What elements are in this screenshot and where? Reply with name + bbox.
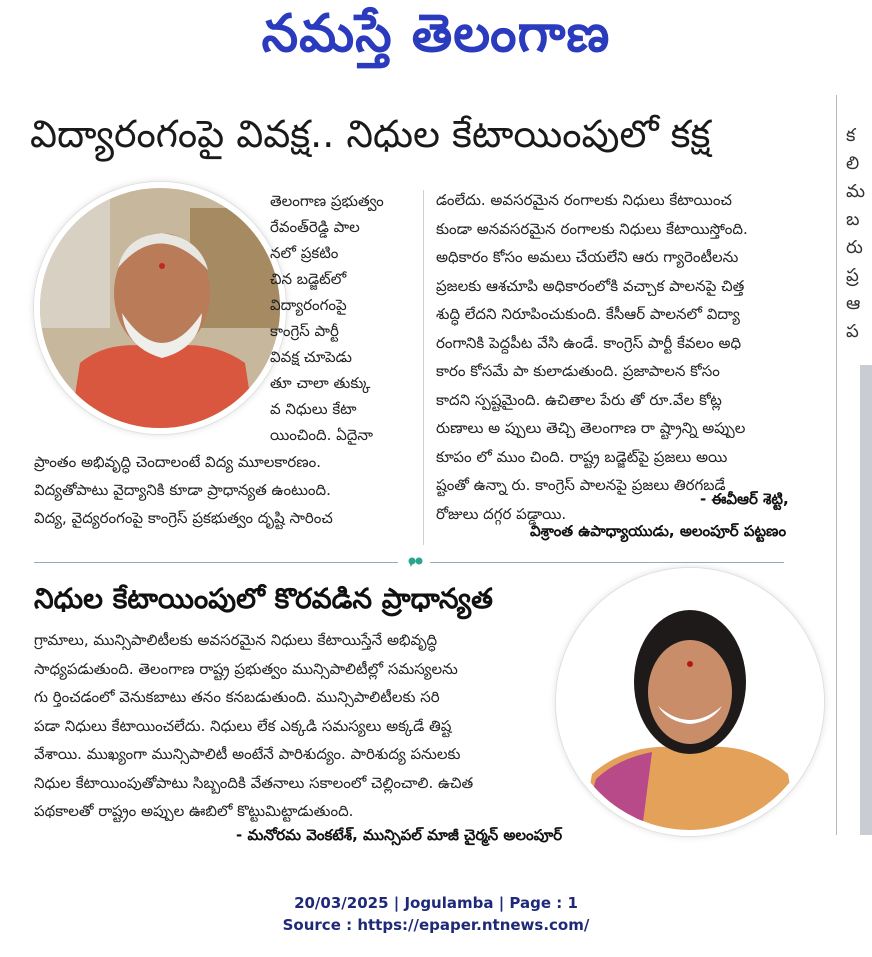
strip-fragment: బ	[846, 209, 860, 230]
text-line: విద్యతోపాటు వైద్యానికి కూడా ప్రాధాన్యత ఉంటుంది.	[34, 481, 331, 499]
strip-fragment: రు	[846, 237, 863, 258]
text-line: శుద్ధి లేదని నిరూపించుకుంది. కేసీఆర్ పాలనలో విద్యా	[436, 305, 740, 323]
text-line: ప్రజలకు ఆశచూపి అధికారంలోకి వచ్చాక పాలనపై చిత్త	[436, 276, 745, 295]
text-line: నలో ప్రకటిం	[270, 244, 339, 262]
strip-fragment: ప	[846, 321, 859, 342]
article1-author-name: - ఈవీఆర్ శెట్టి,	[700, 490, 789, 508]
text-line: వ నిధులు కేటా	[270, 400, 357, 418]
text-line: పథకాలతో రాష్ట్రం అప్పుల ఊబిలో కొట్టుమిట్టాడుతుంది.	[34, 802, 354, 820]
article2-headline: నిధుల కేటాయింపులో కొరవడిన ప్రాధాన్యత	[34, 582, 493, 615]
text-line: పడా నిధులు కేటాయించలేదు. నిధులు లేక ఎక్కడి సమస్యలు అక్కడే తిష్ట	[34, 716, 452, 735]
text-line: అధికారం కోసం అమలు చేయలేని ఆరు గ్యారెంటీలను	[436, 248, 739, 266]
footer	[0, 892, 872, 936]
text-line: తెలంగాణ ప్రభుత్వం	[270, 192, 384, 210]
strip-fragment: ఆ	[846, 293, 861, 314]
text-line: తూ చాలా తుక్కు	[270, 374, 371, 392]
article1-column2	[436, 186, 816, 528]
text-line: రుణాలు అ ప్పులు తెచ్చి తెలంగాణ రా ష్ట్రాన్ని అప్పుల	[436, 419, 746, 437]
strip-fragment: మ	[846, 181, 866, 202]
footer-date-edition: 20/03/2025 | Jogulamba | Page : 1	[294, 894, 578, 912]
text-line: రంగానికి పెద్దపీట వేసి ఉండే. కాంగ్రెస్ పార్టీ కేవలం అధి	[436, 333, 742, 352]
text-line: ష్టంతో ఉన్నా రు. కాంగ్రెస్ పాలనపై ప్రజలు తిరగబడే	[436, 476, 726, 494]
text-line: కూపం లో ముం చింది. రాష్ట్ర బడ్జెట్‌పై ప్రజలు అయి	[436, 447, 728, 466]
text-line: కారం కోసమే పా కులాడుతుంది. ప్రజాపాలన కోసం	[436, 362, 720, 380]
text-line: రోజులు దగ్గర పడ్డాయి.	[436, 504, 567, 523]
text-line: రేవంత్‌రెడ్డి పాల	[270, 218, 360, 236]
text-line: డంలేదు. అవసరమైన రంగాలకు నిధులు కేటాయించ	[436, 191, 732, 209]
author1-portrait	[40, 188, 280, 428]
text-line: వివక్ష చూపెడు	[270, 348, 352, 366]
article1-author-title: విశ్రాంత ఉపాధ్యాయుడు, అలంపూర్ పట్టణం	[530, 522, 787, 540]
text-line: నిధుల కేటాయింపుతోపాటు సిబ్బందికి వేతనాలు సకాలంలో చెల్లించాలి. ఉచిత	[34, 773, 474, 792]
masthead-title: నమస్తే తెలంగాణ	[261, 3, 611, 64]
text-line: గ్రామాలు, మున్సిపాలిటీలకు అవసరమైన నిధులు కేటాయిస్తేనే అభివృద్ధి	[34, 631, 438, 649]
text-line: వేశాయి. ముఖ్యంగా మున్సిపాలిటీ అంటేనే పారిశుద్యం. పారిశుద్య పనులకు	[34, 745, 461, 763]
text-line: సాధ్యపడుతుంది. తెలంగాణ రాష్ట్ర ప్రభుత్వం మున్సిపాలిటీల్లో సమస్యలను	[34, 659, 458, 678]
author2-photo	[556, 568, 824, 836]
strip-fragment: క	[846, 125, 856, 146]
column-divider	[423, 190, 424, 545]
text-line: ప్రాంతం అభివృద్ధి చెందాలంటే విద్య మూలకారణం.	[34, 453, 322, 471]
text-line: కుండా అనవసరమైన రంగాలకు నిధులు కేటాయిస్తోంది.	[436, 219, 748, 238]
text-line: చిన బడ్జెట్‌లో	[270, 270, 347, 288]
masthead	[0, 0, 872, 80]
strip-fragment: ప్ర	[846, 265, 859, 286]
article1-headline: విద్యారంగంపై వివక్ష.. నిధుల కేటాయింపులో కక్ష	[30, 112, 711, 156]
footer-source-link[interactable]: Source : https://epaper.ntnews.com/	[282, 916, 590, 934]
quote-icon	[408, 556, 424, 568]
article2-author: - మనోరమ వెంకటేశ్, మున్సిపల్ మాజీ చైర్మన్ అలంపూర్	[236, 826, 563, 844]
article1-wrap-column	[270, 188, 415, 448]
author2-portrait	[562, 574, 818, 830]
adjacent-column-strip	[836, 95, 872, 835]
text-line: విద్య, వైద్యరంగంపై కాంగ్రెస్ ప్రకభుత్వం దృష్టి సారించ	[34, 509, 333, 527]
author1-photo	[34, 182, 286, 434]
article-separator	[34, 556, 784, 568]
text-line: గు ర్తించడంలో వెనుకబాటు తనం కనబడుతుంది. మున్సిపాలిటీలకు సరి	[34, 688, 440, 706]
text-line: కాంగ్రెస్ పార్టీ	[270, 322, 339, 340]
article2-body	[34, 626, 574, 826]
article1-column1-bottom	[34, 448, 414, 532]
strip-fragment: లి	[846, 153, 860, 174]
text-line: కాదని స్పష్టమైంది. ఉచితాల పేరు తో రూ.వేల కోట్ల	[436, 390, 722, 409]
text-line: విద్యారంగంపై	[270, 296, 347, 314]
text-line: యించింది. ఏదైనా	[270, 426, 373, 444]
